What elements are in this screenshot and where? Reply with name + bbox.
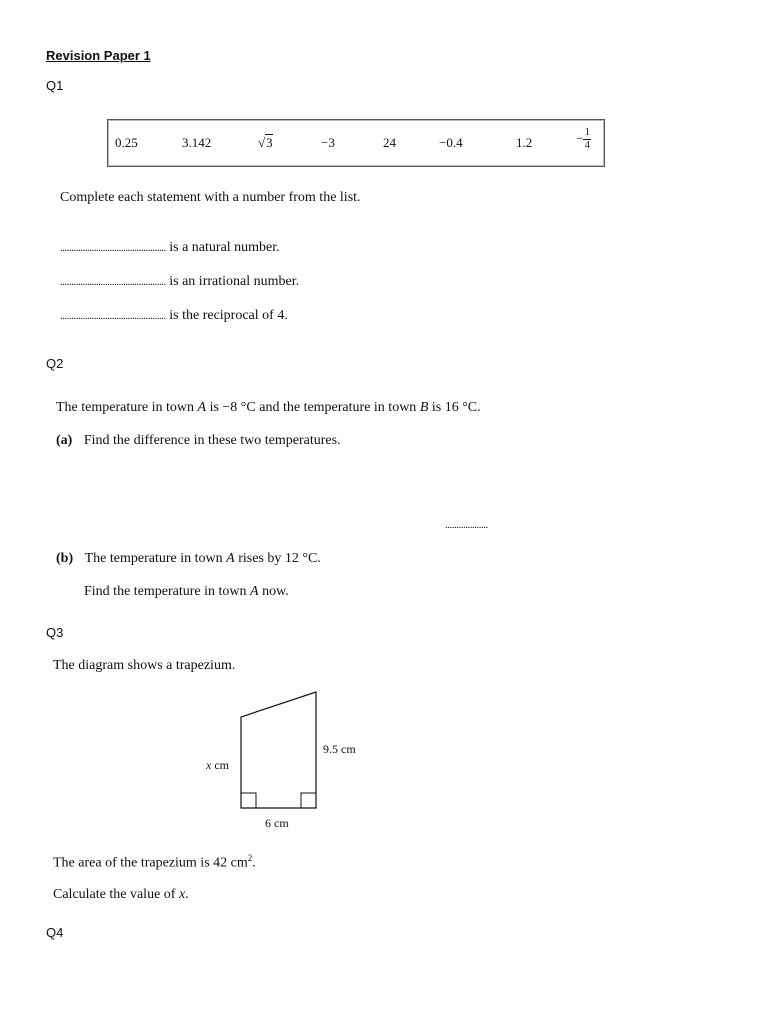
calc-var: x (178, 887, 186, 902)
right-side-label: 9.5 cm (323, 742, 356, 756)
statement-text: is the reciprocal of 4. (169, 308, 288, 323)
answer-blank[interactable]: ............................................... (60, 310, 166, 322)
q2-part-b-find (84, 584, 289, 600)
q2-intro-text: The temperature in town (56, 400, 198, 415)
fraction-numerator: 1 (584, 127, 590, 138)
part-b-find-text: Find the temperature in town (84, 584, 251, 599)
question-4-label: Q4 (46, 925, 64, 940)
question-1-label: Q1 (46, 78, 64, 93)
number-item: 24 (383, 135, 396, 150)
number-item: 3.142 (182, 135, 212, 150)
part-a-label: (a) (56, 433, 73, 448)
number-item-fraction (576, 128, 591, 151)
statement-row (60, 308, 288, 324)
q3-intro: The diagram shows a trapezium. (53, 658, 236, 673)
part-b-label: (b) (56, 551, 74, 566)
number-item: 0.25 (115, 135, 138, 150)
part-b-text-span: The temperature in town (84, 551, 227, 566)
left-side-var: x (206, 758, 212, 772)
page-title: Revision Paper 1 (46, 48, 151, 63)
number-item-sqrt (258, 135, 273, 151)
part-a-text: Find the difference in these two temperatures. (83, 433, 341, 448)
trapezium-shape (241, 692, 316, 808)
q1-instruction: Complete each statement with a number from the list. (60, 190, 361, 205)
q2-intro-text: is 16 °C. (428, 400, 481, 415)
q2-part-a (56, 433, 341, 449)
statement-row (60, 240, 280, 256)
number-item: −0.4 (439, 135, 463, 150)
sqrt-symbol: √ (258, 135, 266, 150)
trapezium-diagram (230, 685, 330, 810)
number-list-box (107, 119, 605, 167)
q2-part-b (56, 551, 321, 567)
town-a-var: A (197, 400, 207, 415)
part-b-find-text: now. (258, 584, 289, 599)
answer-line[interactable]: ................... (445, 519, 488, 531)
q2-intro-text: is −8 °C and the temperature in town (206, 400, 420, 415)
q3-calculate (53, 887, 189, 903)
area-text: The area of the trapezium is 42 cm (53, 855, 248, 871)
right-angle-marker-left (241, 793, 256, 808)
answer-blank[interactable]: ............................................... (60, 242, 166, 254)
number-item: 1.2 (516, 135, 533, 150)
calc-text: Calculate the value of (53, 887, 179, 902)
question-2-label: Q2 (46, 356, 64, 371)
area-superscript: 2 (247, 853, 253, 863)
town-a-var: A (226, 551, 235, 566)
left-side-label (206, 758, 229, 773)
calc-text-end: . (185, 887, 189, 902)
part-b-text-span: rises by 12 °C. (234, 551, 321, 566)
town-b-var: B (419, 400, 429, 415)
answer-blank[interactable]: ............................................... (60, 276, 166, 288)
base-label: 6 cm (265, 816, 289, 830)
fraction-sign: − (576, 130, 584, 146)
part-b-text (85, 551, 321, 566)
left-side-unit: cm (211, 758, 229, 772)
q2-intro (56, 400, 481, 416)
q3-area-text (53, 853, 256, 872)
fraction-denominator: 4 (584, 140, 590, 151)
sqrt-radicand: 3 (266, 135, 273, 150)
number-item: −3 (321, 135, 335, 150)
statement-text: is an irrational number. (169, 274, 300, 289)
statement-row (60, 274, 299, 290)
area-text-end: . (252, 855, 256, 871)
right-angle-marker-right (301, 793, 316, 808)
town-a-var: A (250, 584, 259, 599)
fraction (583, 128, 591, 151)
question-3-label: Q3 (46, 625, 64, 640)
statement-text: is a natural number. (169, 240, 280, 255)
